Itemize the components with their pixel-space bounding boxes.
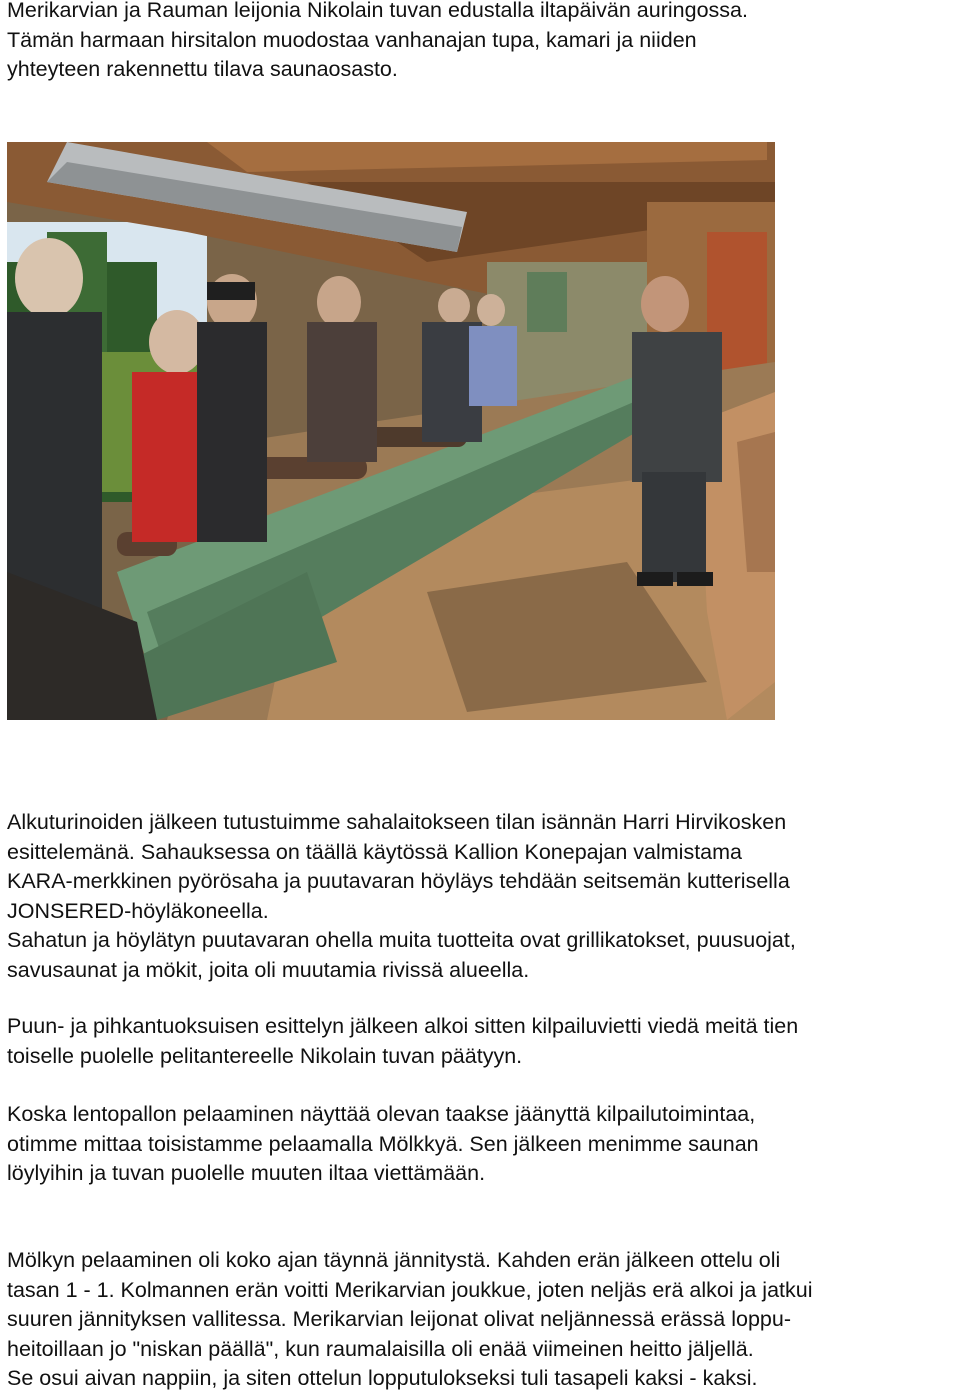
paragraph-sawmill <box>7 808 957 985</box>
caption-line: yhteyteen rakennettu tilava saunaosasto. <box>7 57 398 81</box>
paragraph-line: tasan 1 - 1. Kolmannen erän voitti Merikarvian joukkue, joten neljäs erä alkoi ja jatkui <box>7 1277 813 1302</box>
paragraph-line: toiselle puolelle pelitantereelle Nikolain tuvan päätyyn. <box>7 1043 523 1068</box>
paragraph-line: JONSERED-höyläkoneella. <box>7 898 269 923</box>
paragraph-line: Puun- ja pihkantuoksuisen esittelyn jälkeen alkoi sitten kilpailuvietti viedä meitä tien <box>7 1014 799 1038</box>
paragraph-line: heitoillaan jo "niskan päällä", kun raumalaisilla oli enää viimeinen heitto jäljellä. <box>7 1336 754 1361</box>
paragraph-line: Se osui aivan nappiin, ja siten ottelun lopputulokseksi tuli tasapeli kaksi - kaksi. <box>7 1366 758 1390</box>
paragraph-molkky <box>7 1100 957 1189</box>
caption-line: Merikarvian ja Rauman leijonia Nikolain tuvan edustalla iltapäivän auringossa. <box>7 0 748 22</box>
paragraph-line: Alkuturinoiden jälkeen tutustuimme sahalaitokseen tilan isännän Harri Hirvikosken <box>7 810 787 834</box>
paragraph-line: Mölkyn pelaaminen oli koko ajan täynnä jännitystä. Kahden erän jälkeen ottelu oli <box>7 1248 781 1272</box>
photo-caption-top <box>7 0 957 85</box>
caption-line: Tämän harmaan hirsitalon muodostaa vanhanajan tupa, kamari ja niiden <box>7 27 697 52</box>
sawmill-photo <box>7 142 775 720</box>
paragraph-line: savusaunat ja mökit, joita oli muutamia rivissä alueella. <box>7 957 530 982</box>
paragraph-line: suuren jännityksen vallitessa. Merikarvian leijonat olivat neljännessä erässä loppu- <box>7 1307 791 1331</box>
paragraph-line: löylyihin ja tuvan puolelle muuten iltaa viettämään. <box>7 1161 486 1185</box>
paragraph-line: esittelemänä. Sahauksessa on täällä käytössä Kallion Konepajan valmistama <box>7 839 743 864</box>
paragraph-result <box>7 1246 957 1394</box>
paragraph-line: otimme mittaa toisistamme pelaamalla Mölkkyä. Sen jälkeen menimme saunan <box>7 1131 759 1156</box>
paragraph-competition <box>7 1012 957 1071</box>
paragraph-line: KARA-merkkinen pyörösaha ja puutavaran höyläys tehdään seitsemän kutterisella <box>7 869 790 893</box>
paragraph-line: Koska lentopallon pelaaminen näyttää olevan taakse jäänyttä kilpailutoimintaa, <box>7 1102 756 1126</box>
paragraph-line: Sahatun ja höylätyn puutavaran ohella muita tuotteita ovat grillikatokset, puusuojat, <box>7 928 796 952</box>
